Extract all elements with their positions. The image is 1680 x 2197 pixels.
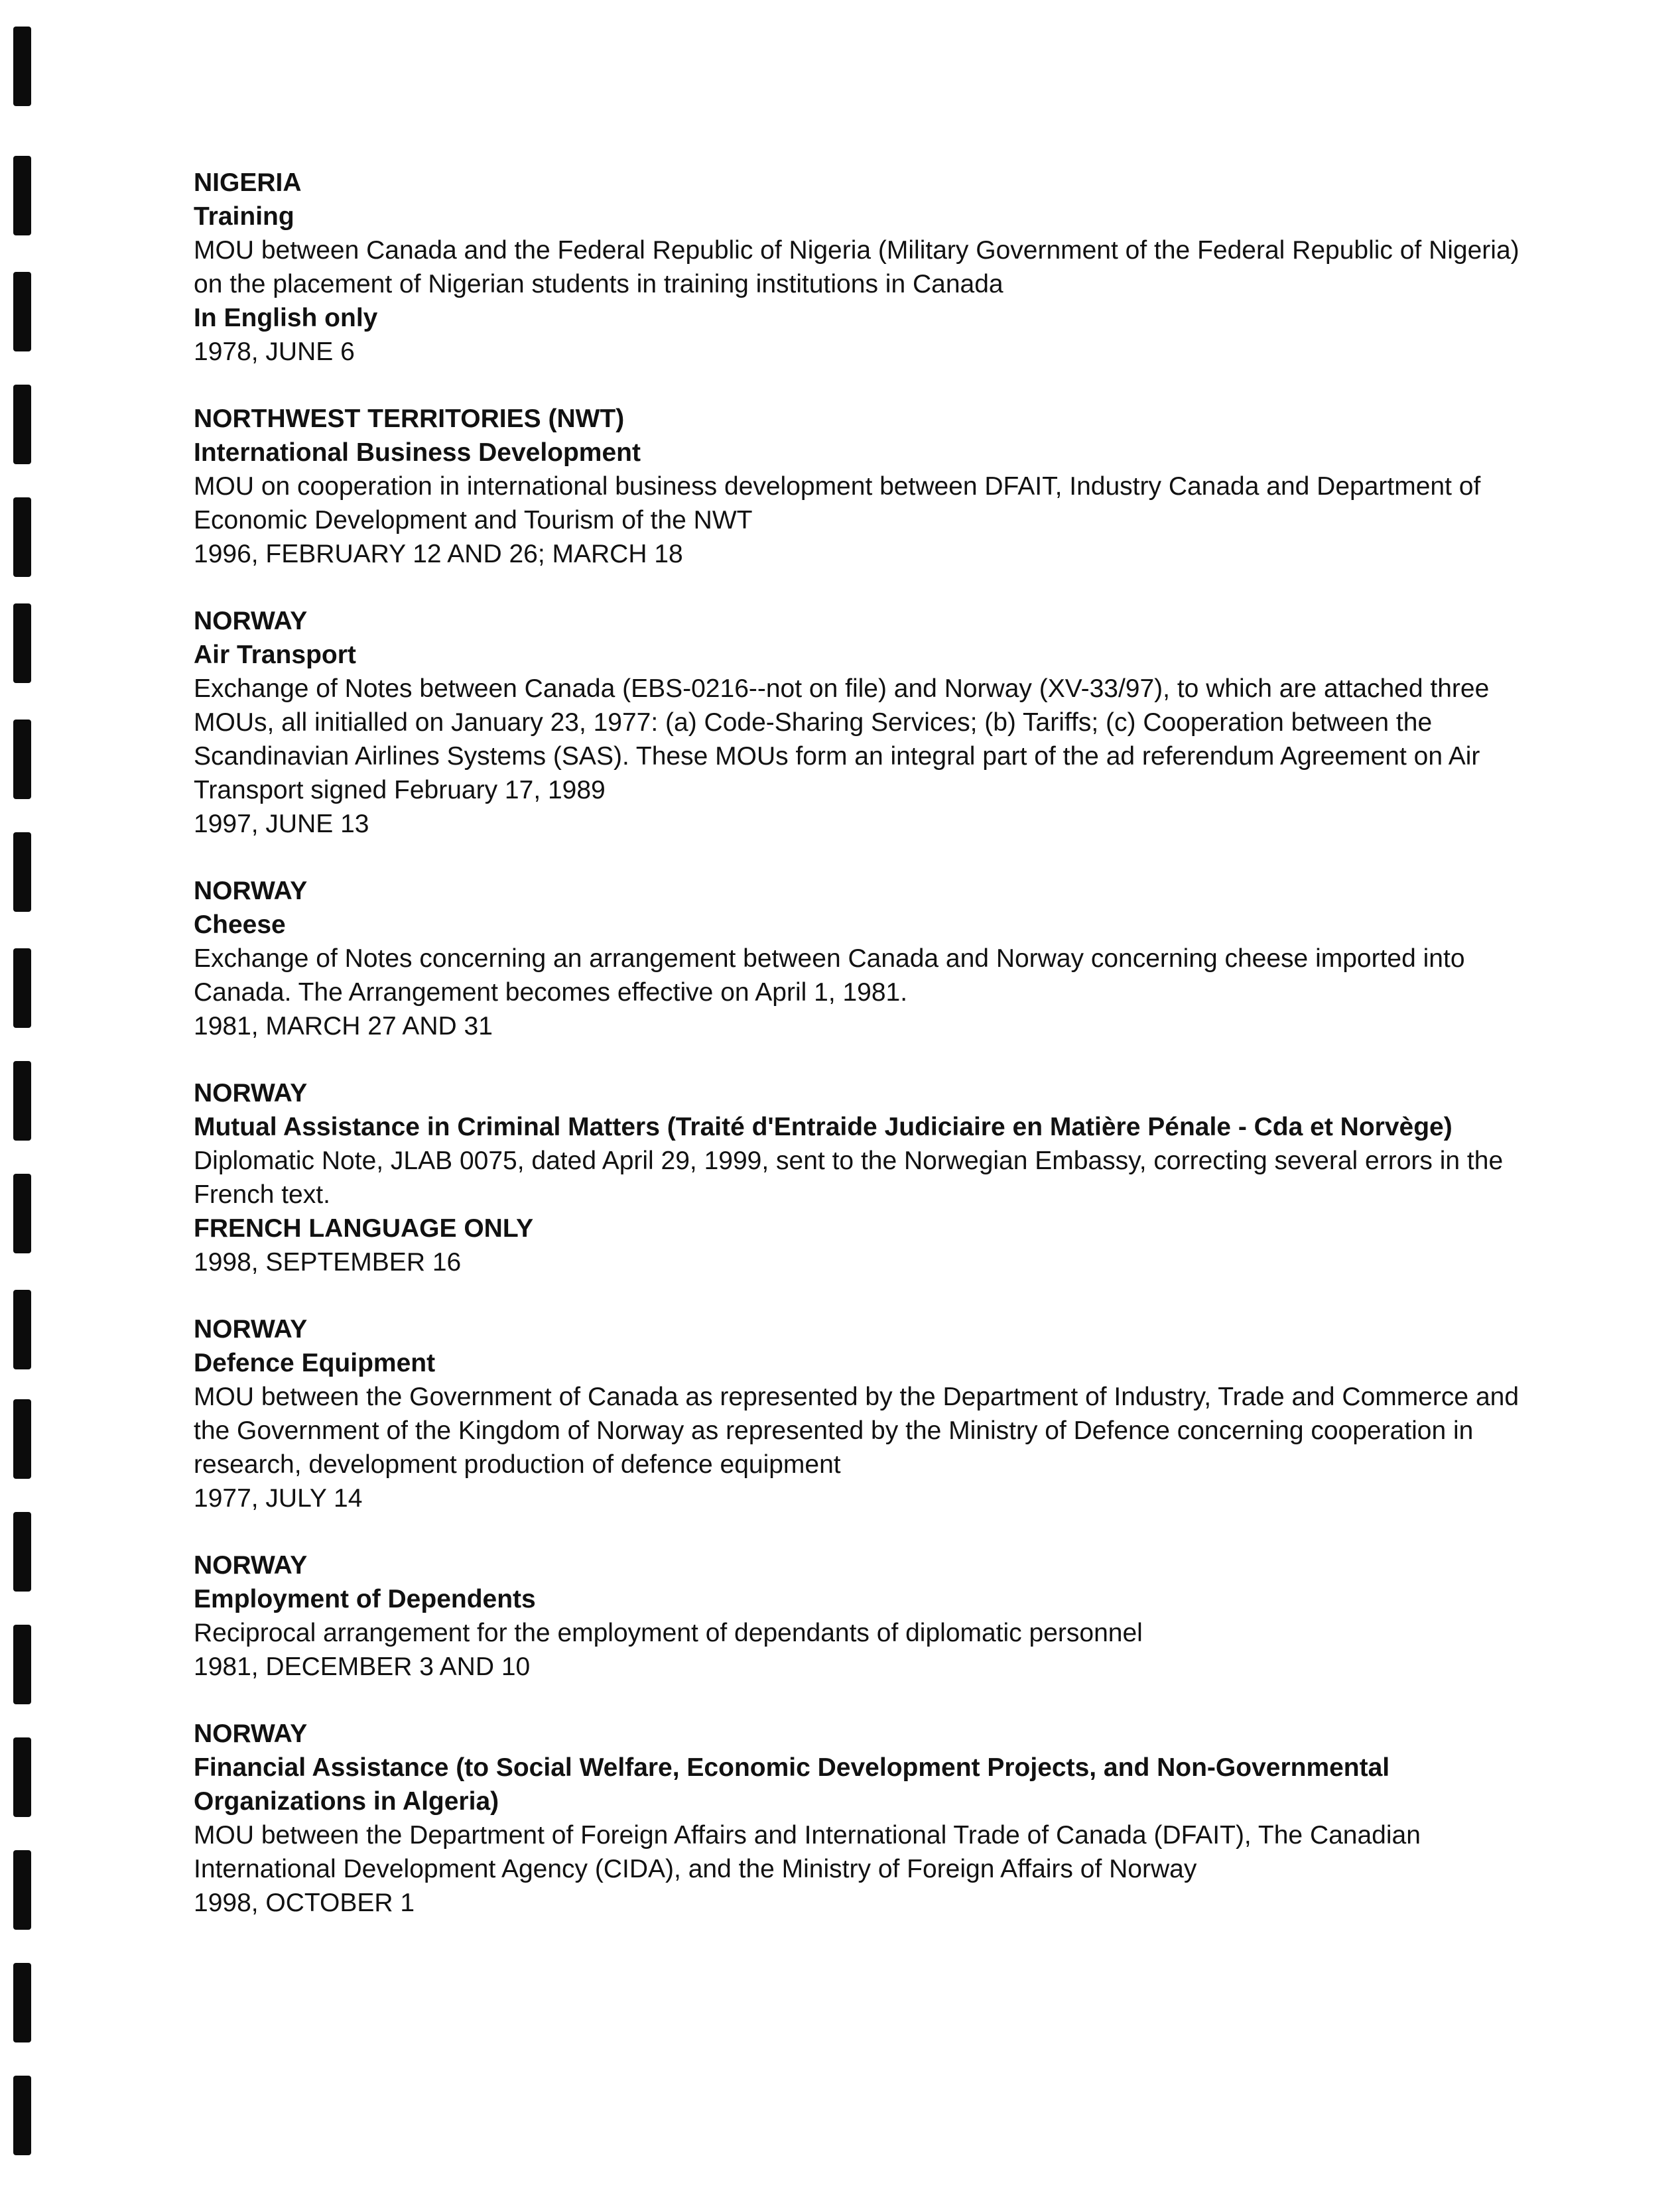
entry-description: Reciprocal arrangement for the employment of dependants of diplomatic personnel (194, 1619, 1143, 1647)
entry-description: MOU between the Government of Canada as represented by the Department of Industry, Trade and Commerce and the Government of the Kingdom of Norway as represented by the Ministry of Defence concerning cooperation in research, development production of defence equipment (194, 1383, 1519, 1479)
entry-country: NORWAY (194, 607, 308, 635)
entry-subject: Employment of Dependents (194, 1585, 536, 1613)
binder-mark (13, 1174, 31, 1253)
entry-subject: Mutual Assistance in Criminal Matters (Traité d'Entraide Judiciaire en Matière Pénale - Cda et Norvège) (194, 1113, 1453, 1141)
entry-subject: Defence Equipment (194, 1349, 436, 1377)
binder-mark (13, 1290, 31, 1369)
entry-subject: Air Transport (194, 641, 356, 669)
entry-country: NORTHWEST TERRITORIES (NWT) (194, 405, 625, 433)
binder-mark (13, 1625, 31, 1704)
binder-mark (13, 720, 31, 799)
binder-mark (13, 497, 31, 577)
entry (194, 604, 1533, 841)
entry-date: 1996, FEBRUARY 12 AND 26; MARCH 18 (194, 540, 683, 568)
entry (194, 1548, 1533, 1684)
entry-description: MOU between Canada and the Federal Republic of Nigeria (Military Government of the Federal Republic of Nigeria) on the placement of Nigerian students in training institutions in Canada (194, 236, 1519, 298)
binder-mark (13, 27, 31, 106)
binder-punch-marks (0, 0, 53, 2197)
binder-mark (13, 1850, 31, 1930)
entry-country: NIGERIA (194, 168, 302, 197)
entry-country: NORWAY (194, 1551, 308, 1580)
entry-note: FRENCH LANGUAGE ONLY (194, 1214, 534, 1243)
binder-mark (13, 1512, 31, 1592)
entry-subject: Financial Assistance (to Social Welfare, Economic Development Projects, and Non-Governmental Organizations in Algeria) (194, 1753, 1390, 1816)
entry-country: NORWAY (194, 1315, 308, 1344)
binder-mark (13, 272, 31, 351)
binder-mark (13, 603, 31, 683)
entry-description: MOU on cooperation in international business development between DFAIT, Industry Canada and Department of Economic Development and Tourism of the NWT (194, 472, 1481, 534)
binder-mark (13, 385, 31, 464)
entry (194, 1312, 1533, 1515)
entry-description: MOU between the Department of Foreign Affairs and International Trade of Canada (DFAIT), The Canadian International Development Agency (CIDA), and the Ministry of Foreign Affairs of Norway (194, 1821, 1421, 1883)
entry-date: 1978, JUNE 6 (194, 338, 355, 366)
binder-mark (13, 1737, 31, 1817)
entry-subject: International Business Development (194, 438, 641, 467)
entry (194, 874, 1533, 1043)
entry-date: 1998, SEPTEMBER 16 (194, 1248, 462, 1277)
document-body (194, 166, 1533, 1953)
entry-country: NORWAY (194, 1720, 308, 1748)
entry-date: 1998, OCTOBER 1 (194, 1889, 415, 1917)
entry-note: In English only (194, 304, 378, 332)
binder-mark (13, 948, 31, 1028)
binder-mark (13, 156, 31, 235)
binder-mark (13, 2076, 31, 2155)
entry-date: 1981, DECEMBER 3 AND 10 (194, 1653, 531, 1681)
entry-description: Exchange of Notes concerning an arrangement between Canada and Norway concerning cheese imported into Canada. The Arrangement becomes effective on April 1, 1981. (194, 944, 1465, 1007)
entry (194, 166, 1533, 369)
binder-mark (13, 832, 31, 912)
entry (194, 1717, 1533, 1920)
entry-description: Exchange of Notes between Canada (EBS-0216--not on file) and Norway (XV-33/97), to which are attached three MOUs, all initialled on January 23, 1977: (a) Code-Sharing Services; (b) Tariffs; (c) Cooperation between the Scandinavian Airlines Systems (SAS). These MOUs form an integral part of the ad referendum Agreement on Air Transport signed February 17, 1989 (194, 674, 1490, 804)
entry-description: Diplomatic Note, JLAB 0075, dated April 29, 1999, sent to the Norwegian Embassy, correcting several errors in the French text. (194, 1147, 1504, 1209)
binder-mark (13, 1399, 31, 1479)
entry-date: 1981, MARCH 27 AND 31 (194, 1012, 493, 1040)
entry-country: NORWAY (194, 877, 308, 905)
binder-mark (13, 1061, 31, 1141)
entry-date: 1997, JUNE 13 (194, 810, 369, 838)
entry (194, 1076, 1533, 1279)
binder-mark (13, 1963, 31, 2042)
entry (194, 402, 1533, 571)
entry-date: 1977, JULY 14 (194, 1484, 363, 1513)
entry-country: NORWAY (194, 1079, 308, 1107)
entry-subject: Training (194, 202, 294, 231)
entry-subject: Cheese (194, 910, 286, 939)
